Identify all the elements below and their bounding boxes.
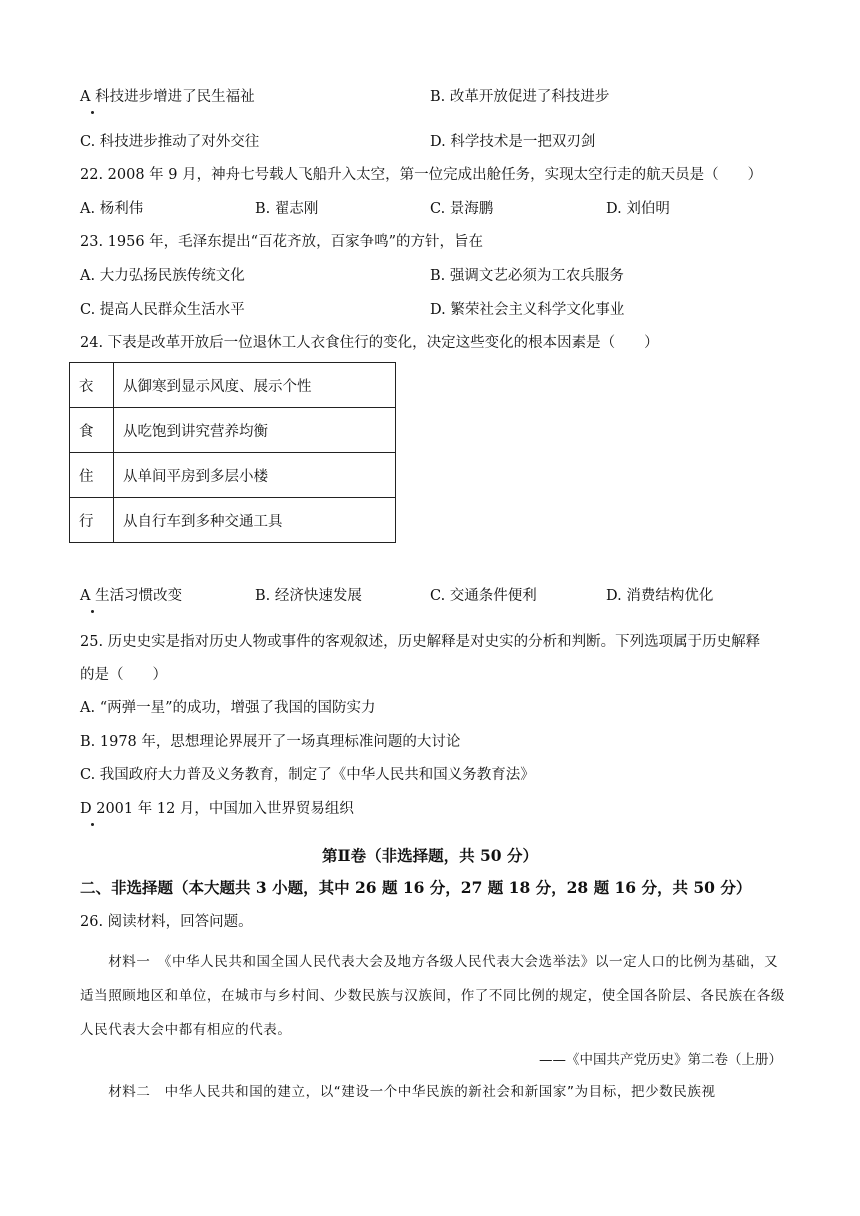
q22-option-b: B. 翟志刚: [255, 201, 319, 217]
table-cell-value: 从吃饱到讲究营养均衡: [114, 408, 396, 453]
table-cell-key: 住: [70, 453, 114, 498]
q25-option-c: C. 我国政府大力普及义务教育，制定了《中华人民共和国义务教育法》: [80, 767, 535, 783]
q22-stem: 22. 2008 年 9 月，神舟七号载人飞船升入太空，第一位完成出舱任务，实现太空行走的航天员是（ ）: [80, 167, 763, 183]
table-cell-key: 食: [70, 408, 114, 453]
q21-option-c: C. 科技进步推动了对外交往: [80, 134, 260, 150]
emphasis-dot-icon: [91, 610, 94, 613]
q25-stem-line1: 25. 历史史实是指对历史人物或事件的客观叙述，历史解释是对史实的分析和判断。下列选项属于历史解释: [80, 634, 761, 650]
table-row: [70, 363, 396, 408]
q23-option-c: C. 提高人民群众生活水平: [80, 302, 245, 318]
section-title: 第Ⅱ卷（非选择题，共 50 分）: [322, 846, 538, 865]
q24-option-b: B. 经济快速发展: [255, 588, 362, 604]
table-cell-value: 从自行车到多种交通工具: [114, 498, 396, 543]
q23-option-d: D. 繁荣社会主义科学文化事业: [430, 302, 625, 318]
q22-option-d: D. 刘伯明: [606, 201, 670, 217]
emphasis-dot-icon: [91, 823, 94, 826]
q25-option-d: D 2001 年 12 月，中国加入世界贸易组织: [80, 801, 354, 817]
q26-material-1-source: ——《中国共产党历史》第二卷（上册）: [539, 1052, 782, 1068]
section-heading: 二、非选择题（本大题共 3 小题，其中 26 题 16 分，27 题 18 分，28 题 16 分，共 50 分）: [80, 878, 752, 897]
table-row: [70, 453, 396, 498]
q24-option-c: C. 交通条件便利: [430, 588, 537, 604]
q24-table: [69, 362, 396, 543]
q24-option-d: D. 消费结构优化: [606, 588, 714, 604]
table-cell-key: 行: [70, 498, 114, 543]
q25-option-a: A. “两弹一星”的成功，增强了我国的国防实力: [80, 700, 376, 716]
q23-option-a: A. 大力弘扬民族传统文化: [80, 268, 245, 284]
q22-option-a: A. 杨利伟: [80, 201, 144, 217]
q25-stem-line2: 的是（ ）: [80, 667, 167, 683]
q23-option-b: B. 强调文艺必须为工农兵服务: [430, 268, 624, 284]
q26-stem: 26. 阅读材料，回答问题。: [80, 914, 253, 930]
table-row: [70, 498, 396, 543]
table-cell-value: 从御寒到显示风度、展示个性: [114, 363, 396, 408]
table-row: [70, 408, 396, 453]
emphasis-dot-icon: [91, 111, 94, 114]
q21-option-d: D. 科学技术是一把双刃剑: [430, 134, 596, 150]
table-cell-value: 从单间平房到多层小楼: [114, 453, 396, 498]
q26-material-2: 材料二 中华人民共和国的建立，以“建设一个中华民族的新社会和新国家”为目标，把少数民族视: [80, 1084, 716, 1100]
q25-option-b: B. 1978 年，思想理论界展开了一场真理标准问题的大讨论: [80, 734, 461, 750]
q24-option-a: A 生活习惯改变: [80, 588, 183, 604]
table-cell-key: 衣: [70, 363, 114, 408]
q21-option-a: A 科技进步增进了民生福祉: [80, 89, 255, 105]
q24-stem: 24. 下表是改革开放后一位退休工人衣食住行的变化，决定这些变化的根本因素是（ ）: [80, 335, 659, 351]
q22-option-c: C. 景海鹏: [430, 201, 494, 217]
q21-option-b: B. 改革开放促进了科技进步: [430, 89, 610, 105]
q23-stem: 23. 1956 年，毛泽东提出“百花齐放，百家争鸣”的方针，旨在: [80, 234, 484, 250]
q26-material-1: 材料一 《中华人民共和国全国人民代表大会及地方各级人民代表大会选举法》以一定人口的比例为基础，又适当照顾地区和单位，在城市与乡村间、少数民族与汉族间，作了不同比例的规定，使全国各阶层、各民族在各级人民代表大会中都有相应的代表。: [80, 954, 785, 1038]
